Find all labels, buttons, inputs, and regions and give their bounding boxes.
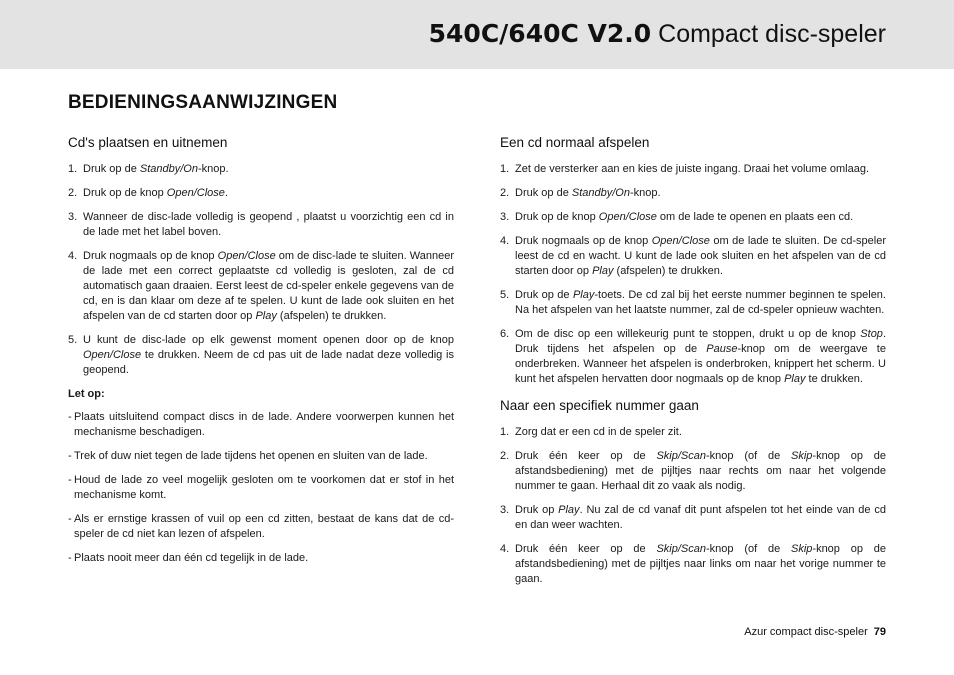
item-number: 2. <box>500 187 510 199</box>
section-title: BEDIENINGSAANWIJZINGEN <box>68 92 338 113</box>
list-item <box>500 503 886 533</box>
item-number: 6. <box>500 328 510 340</box>
item-text: Druk op de Play-toets. De cd zal bij het eerste nummer beginnen te spelen. Na het afspelen van het laatste nummer, zal de cd-speler opnieuw wachten. <box>515 289 886 316</box>
footer-text: Azur compact disc-speler <box>744 626 868 638</box>
right-column <box>500 134 886 596</box>
model-name: 540C/640C V2.0 <box>428 19 652 48</box>
item-number: 3. <box>68 211 78 223</box>
note-item <box>68 473 454 503</box>
item-text: Druk nogmaals op de knop Open/Close om de disc-lade te sluiten. Wanneer de lade met een correct geplaatste cd volledig is gesloten, zal de cd automatisch gaan draaien. Eerst leest de cd-speler enkele gegevens van de cd, en is dan klaar om deze af te spelen. U kunt de lade ook sluiten en het afspelen van de cd starten door op Play (afspelen) te drukken. <box>83 250 454 322</box>
note-text: Plaats uitsluitend compact discs in de lade. Andere voorwerpen kunnen het mechanisme beschadigen. <box>74 411 454 438</box>
heading-inserting-discs: Cd's plaatsen en uitnemen <box>68 135 228 150</box>
list-item <box>68 186 454 201</box>
item-text: Zet de versterker aan en kies de juiste ingang. Draai het volume omlaag. <box>515 163 870 175</box>
list-item <box>500 542 886 587</box>
item-number: 2. <box>500 450 510 462</box>
item-text: Druk op de Standby/On-knop. <box>83 163 229 175</box>
page-number: 79 <box>873 626 886 638</box>
item-text: Druk één keer op de Skip/Scan-knop (of de Skip-knop op de afstandsbediening) met de pijltjes naar rechts om naar het volgende nummer te gaan. Herhaal dit zo vaak als nodig. <box>515 450 886 492</box>
list-item <box>500 449 886 494</box>
inserting-steps-list <box>68 162 454 378</box>
note-text: Houd de lade zo veel mogelijk gesloten om te voorkomen dat er stof in het mechanisme komt. <box>74 474 454 501</box>
item-text: Druk op de knop Open/Close. <box>83 187 228 199</box>
list-item <box>500 425 886 440</box>
bullet-dash: - <box>68 411 72 423</box>
note-text: Trek of duw niet tegen de lade tijdens het openen en sluiten van de lade. <box>74 450 428 462</box>
item-number: 3. <box>500 504 510 516</box>
bullet-dash: - <box>68 513 72 525</box>
item-text: Druk op de knop Open/Close om de lade te openen en plaats een cd. <box>515 211 854 223</box>
notes-list <box>68 410 454 566</box>
page-footer <box>744 626 886 638</box>
bullet-dash: - <box>68 552 72 564</box>
bullet-dash: - <box>68 474 72 486</box>
item-number: 4. <box>500 235 510 247</box>
item-number: 1. <box>68 163 78 175</box>
item-text: Druk nogmaals op de knop Open/Close om de lade te sluiten. De cd-speler leest de cd en wacht. U kunt de lade ook sluiten en het afspelen van de cd starten door op Play (afspelen) te drukken. <box>515 235 886 277</box>
item-text: Wanneer de disc-lade volledig is geopend , plaatst u voorzichtig een cd in de lade met het label boven. <box>83 211 454 238</box>
heading-track-skip: Naar een specifiek nummer gaan <box>500 398 699 413</box>
item-number: 5. <box>500 289 510 301</box>
note-item <box>68 449 454 464</box>
item-number: 1. <box>500 426 510 438</box>
note-item <box>68 512 454 542</box>
item-number: 4. <box>68 250 78 262</box>
list-item <box>68 210 454 240</box>
note-text: Plaats nooit meer dan één cd tegelijk in de lade. <box>74 552 309 564</box>
list-item <box>500 210 886 225</box>
list-item <box>500 288 886 318</box>
note-item <box>68 551 454 566</box>
heading-normal-play: Een cd normaal afspelen <box>500 135 650 150</box>
item-text: Druk één keer op de Skip/Scan-knop (of de Skip-knop op de afstandsbediening) met de pijltjes naar links om naar het vorige nummer te gaan. <box>515 543 886 585</box>
list-item <box>500 327 886 387</box>
list-item <box>500 186 886 201</box>
skip-steps-list <box>500 425 886 587</box>
page-header-title <box>429 19 886 49</box>
item-number: 3. <box>500 211 510 223</box>
item-number: 1. <box>500 163 510 175</box>
left-column <box>68 134 454 575</box>
item-number: 2. <box>68 187 78 199</box>
list-item <box>500 162 886 177</box>
list-item <box>68 162 454 177</box>
product-title: Compact disc-speler <box>651 20 886 48</box>
note-item <box>68 410 454 440</box>
list-item <box>500 234 886 279</box>
note-text: Als er ernstige krassen of vuil op een cd zitten, bestaat de kans dat de cd-speler de cd niet kan lezen of afspelen. <box>74 513 454 540</box>
item-number: 5. <box>68 334 78 346</box>
item-text: U kunt de disc-lade op elk gewenst moment openen door op de knop Open/Close te drukken. Neem de cd pas uit de lade nadat deze volledig is geopend. <box>83 334 454 376</box>
item-text: Druk op Play. Nu zal de cd vanaf dit punt afspelen tot het einde van de cd en dan weer wachten. <box>515 504 886 531</box>
play-steps-list <box>500 162 886 387</box>
list-item <box>68 249 454 324</box>
item-text: Zorg dat er een cd in de speler zit. <box>515 426 682 438</box>
list-item <box>68 333 454 378</box>
bullet-dash: - <box>68 450 72 462</box>
item-text: Om de disc op een willekeurig punt te stoppen, drukt u op de knop Stop. Druk tijdens het afspelen op de Pause-knop om de weergave te onderbreken. Wanneer het afspelen is onderbroken, knippert het scherm. U kunt het afspelen hervatten door nogmaals op de knop Play te drukken. <box>515 328 886 385</box>
note-title: Let op: <box>68 388 105 400</box>
item-text: Druk op de Standby/On-knop. <box>515 187 661 199</box>
item-number: 4. <box>500 543 510 555</box>
